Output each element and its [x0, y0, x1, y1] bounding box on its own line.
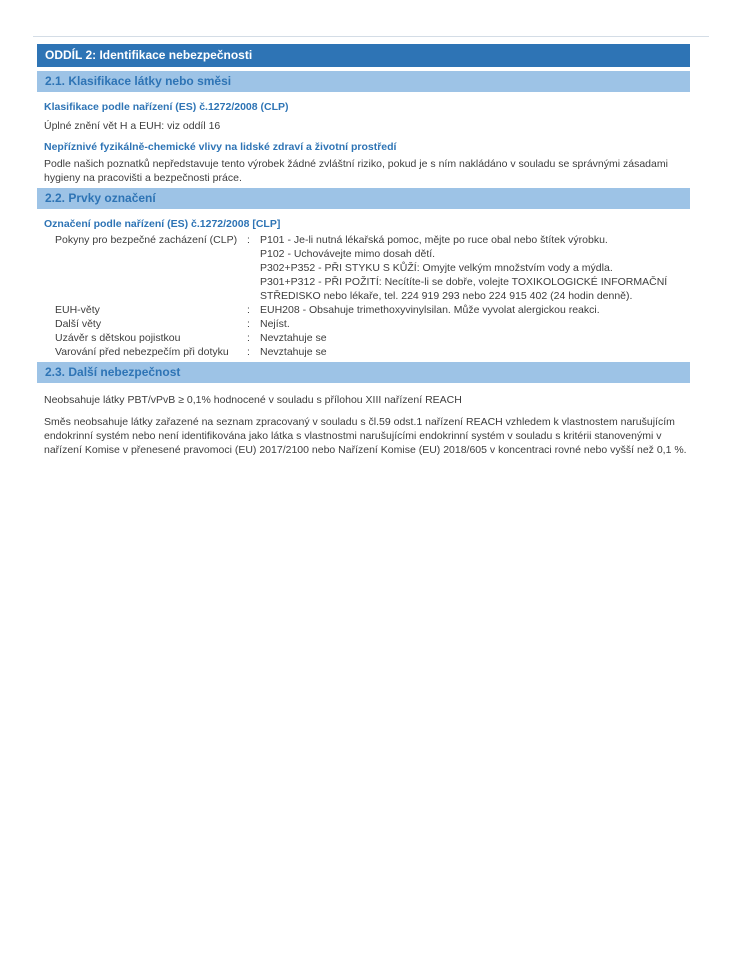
row-value: P102 - Uchovávejte mimo dosah dětí. [260, 248, 436, 260]
row-label: Pokyny pro bezpečné zacházení (CLP) [55, 234, 238, 246]
label-value-row [37, 233, 690, 303]
label-value-row [37, 345, 690, 359]
section-2-content [37, 0, 690, 457]
row-value: P301+P312 - PŘI POŽITÍ: Necítíte-li se dobře, volejte TOXIKOLOGICKÉ INFORMAČNÍ STŘEDISKO nebo lékaře, tel. 224 919 293 nebo 224 915 402 (24 hodin denně). [260, 276, 668, 302]
full-text-note: Úplné znění vět H a EUH: viz oddíl 16 [44, 120, 221, 132]
subsection-2-2-bar: 2.2. Prvky označení [37, 188, 690, 209]
row-colon: : [247, 304, 250, 316]
row-value: Nevztahuje se [260, 332, 327, 344]
adverse-effects-heading: Nepříznivé fyzikálně-chemické vlivy na lidské zdraví a životní prostředí [44, 141, 397, 153]
row-values [260, 345, 680, 359]
subsection-2-1-bar: 2.1. Klasifikace látky nebo směsi [37, 71, 690, 92]
label-value-rows [37, 233, 690, 359]
subsection-2-3-bar: 2.3. Další nebezpečnost [37, 362, 690, 383]
row-label: EUH-věty [55, 304, 100, 316]
row-label: Varování před nebezpečím při dotyku [55, 346, 229, 358]
label-value-row [37, 317, 690, 331]
row-value: P101 - Je-li nutná lékařská pomoc, mějte po ruce obal nebo štítek výrobku. [260, 234, 608, 246]
label-value-row [37, 331, 690, 345]
row-values [260, 233, 680, 303]
row-colon: : [247, 318, 250, 330]
row-values [260, 317, 680, 331]
row-value: Nejíst. [260, 318, 290, 330]
row-colon: : [247, 234, 250, 246]
row-values [260, 331, 680, 345]
row-colon: : [247, 332, 250, 344]
clp-classification-heading: Klasifikace podle nařízení (ES) č.1272/2008 (CLP) [44, 101, 289, 113]
pbt-statement: Neobsahuje látky PBT/vPvB ≥ 0,1% hodnocené v souladu s přílohou XIII nařízení REACH [44, 394, 462, 406]
label-value-row [37, 303, 690, 317]
row-value: EUH208 - Obsahuje trimethoxyvinylsilan. Může vyvolat alergickou reakci. [260, 304, 600, 316]
row-values [260, 303, 680, 317]
section-2-header-bar: ODDÍL 2: Identifikace nebezpečnosti [37, 44, 690, 67]
row-value: P302+P352 - PŘI STYKU S KŮŽÍ: Omyjte velkým množstvím vody a mýdla. [260, 262, 613, 274]
endocrine-paragraph: Směs neobsahuje látky zařazené na seznam zpracovaný v souladu s čl.59 odst.1 nařízení REACH vzhledem k vlastnostem narušujícím endokrinní systém nebo není identifikována jako látka s vlastnostmi narušujícími endokrinní systém v souladu s kritérii stanovenými v nařízení Komise v přenesené pravomoci (EU) 2017/2100 nebo Nařízení Komise (EU) 2018/605 v koncentraci rovné nebo vyšší než 0,1 %. [44, 416, 687, 456]
row-label: Uzávěr s dětskou pojistkou [55, 332, 181, 344]
row-colon: : [247, 346, 250, 358]
row-value: Nevztahuje se [260, 346, 327, 358]
row-label: Další věty [55, 318, 102, 330]
labelling-clp-heading: Označení podle nařízení (ES) č.1272/2008 [CLP] [44, 218, 281, 230]
adverse-effects-paragraph: Podle našich poznatků nepředstavuje tento výrobek žádné zvláštní riziko, pokud je s ním nakládáno v souladu se správnými zásadami hygieny na pracovišti a bezpečnosti práce. [44, 158, 668, 184]
